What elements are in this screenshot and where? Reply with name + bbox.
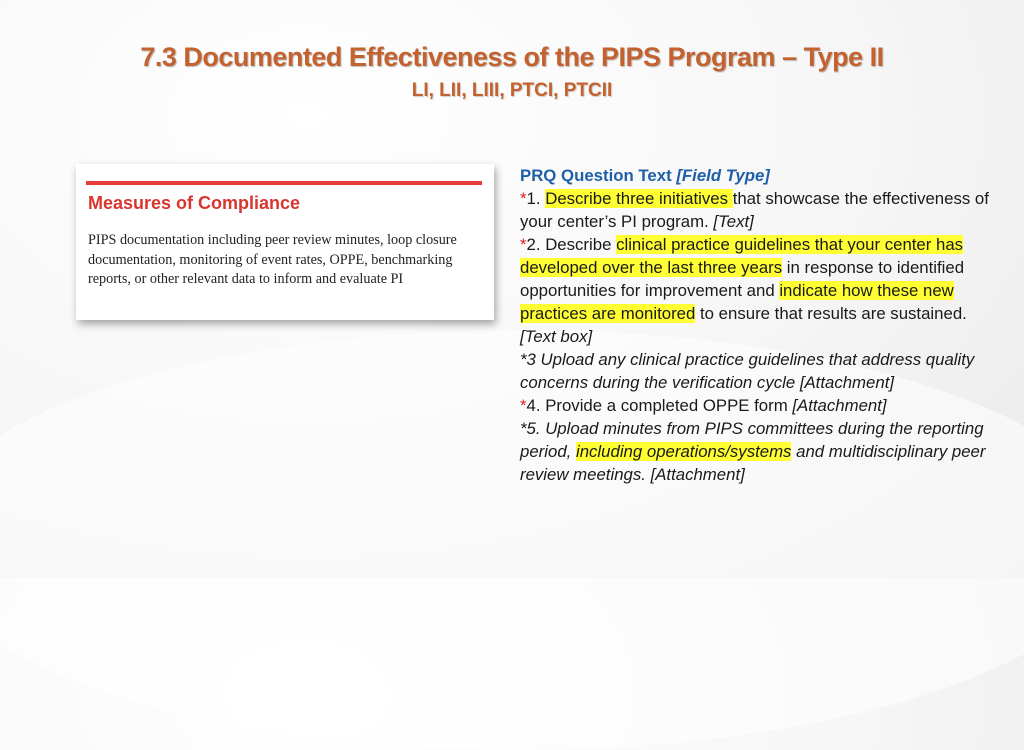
prq-question-panel bbox=[520, 164, 990, 486]
q1-highlight: Describe three initiatives bbox=[545, 189, 733, 208]
question-4 bbox=[520, 394, 990, 417]
prq-header-field-type: [Field Type] bbox=[676, 166, 770, 185]
q2-highlight-2: indicate how these new practices are monitored bbox=[520, 281, 954, 323]
measures-of-compliance-card bbox=[76, 164, 494, 320]
q5-highlight: including operations/systems bbox=[575, 442, 792, 461]
prq-header-text: PRQ Question Text bbox=[520, 166, 677, 185]
q4-text: 4. Provide a completed OPPE form bbox=[526, 396, 793, 415]
slide-title: 7.3 Documented Effectiveness of the PIPS Program – Type II bbox=[140, 42, 884, 72]
q2-text: to ensure that results are sustained. bbox=[695, 304, 967, 323]
prq-header bbox=[520, 164, 990, 187]
q2-highlight-1: clinical practice guidelines that your center has developed over the last three years bbox=[520, 235, 964, 277]
card-body-text: PIPS documentation including peer review minutes, loop closure documentation, monitoring of event rates, OPPE, benchmarking reports, or other relevant data to inform and evaluate PI bbox=[88, 232, 457, 288]
question-3: *3 Upload any clinical practice guidelines that address quality concerns during the verification cycle [Attachment] bbox=[520, 350, 975, 392]
question-5 bbox=[520, 417, 990, 486]
slide-subtitle: LI, LII, LIII, PTCI, PTCII bbox=[411, 80, 613, 101]
question-2 bbox=[520, 233, 990, 348]
q2-text-mid: in response to identified opportunities for improvement and bbox=[520, 258, 965, 300]
card-heading: Measures of Compliance bbox=[88, 193, 301, 213]
q5-text-a: *5. Upload minutes from PIPS committees during the reporting period, bbox=[520, 419, 984, 461]
question-1 bbox=[520, 187, 990, 233]
q2-number: 2. Describe bbox=[526, 235, 617, 254]
q5-text-b: and multidisciplinary peer review meetings. [Attachment] bbox=[520, 442, 986, 484]
q4-field-type: [Attachment] bbox=[792, 396, 887, 415]
q2-field-type: [Text box] bbox=[520, 327, 593, 346]
q1-number: 1. bbox=[526, 189, 546, 208]
required-star: * bbox=[520, 396, 527, 415]
required-star: * bbox=[520, 235, 527, 254]
q1-text: that showcase the effectiveness of your center’s PI program. bbox=[520, 189, 989, 231]
red-divider bbox=[86, 181, 482, 185]
q1-field-type: [Text] bbox=[713, 212, 754, 231]
required-star: * bbox=[520, 189, 527, 208]
